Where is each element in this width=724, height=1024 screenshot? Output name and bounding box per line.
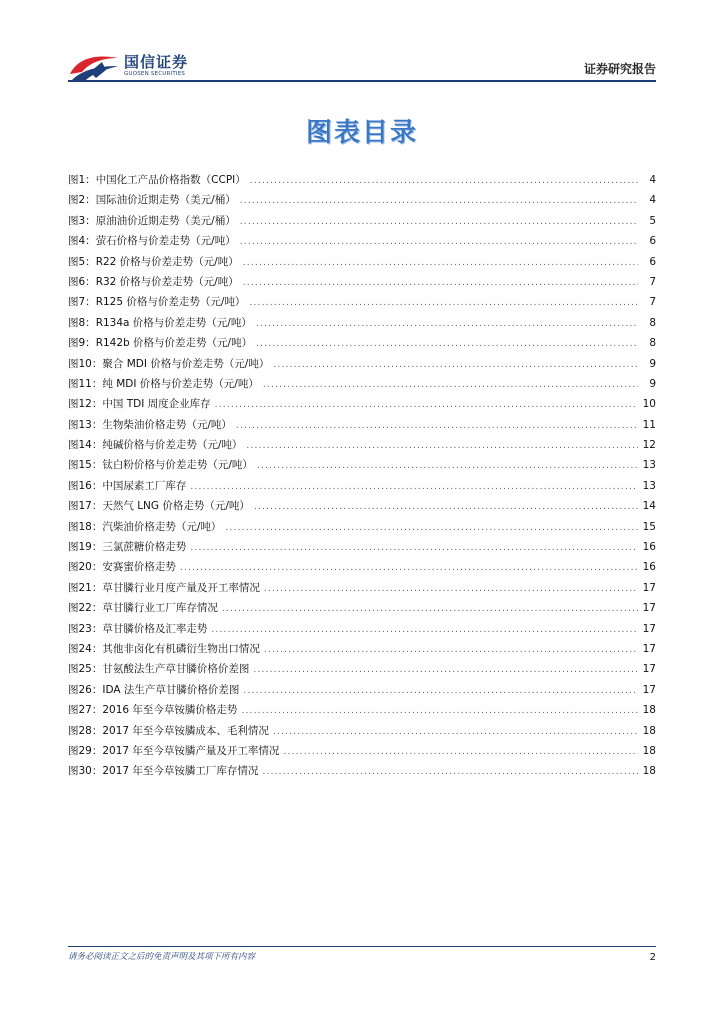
toc-entry-label xyxy=(68,231,236,251)
toc-page-number: 6 xyxy=(649,255,656,268)
toc-dot-leader xyxy=(262,762,638,782)
toc-figure-title: 纯 MDI 价格与价差走势（元/吨） xyxy=(102,377,259,390)
toc-entry-label xyxy=(68,741,279,761)
toc-entry[interactable] xyxy=(68,680,656,700)
report-type-label: 证券研究报告 xyxy=(583,62,656,76)
toc-dot-leader xyxy=(240,212,638,232)
toc-entry[interactable] xyxy=(68,211,656,231)
toc-figure-number: 图9： xyxy=(68,337,96,350)
toc-dot-leader xyxy=(264,640,638,660)
toc-entry-label xyxy=(68,354,269,374)
toc-page-number: 17 xyxy=(642,642,656,655)
toc-page-number: 17 xyxy=(642,663,656,676)
toc-figure-number: 图5： xyxy=(68,255,96,268)
toc-figure-number: 图20： xyxy=(68,561,103,574)
toc-entry-label xyxy=(68,496,250,516)
page-footer xyxy=(68,946,656,963)
toc-entry[interactable] xyxy=(68,517,656,537)
toc-entry-label xyxy=(68,578,260,598)
toc-figure-title: R22 价格与价差走势（元/吨） xyxy=(95,255,239,268)
toc-figure-number: 图6： xyxy=(68,275,96,288)
toc-page-number: 13 xyxy=(642,479,656,492)
toc-entry-label xyxy=(68,517,221,537)
toc-entry[interactable] xyxy=(68,476,656,496)
toc-page-number: 17 xyxy=(642,622,656,635)
toc-figure-title: 钛白粉价格与价差走势（元/吨） xyxy=(102,459,253,472)
page-number: 2 xyxy=(649,952,656,963)
header-divider xyxy=(68,80,656,82)
toc-dot-leader xyxy=(236,416,638,436)
toc-figure-title: IDA 法生产草甘膦价格价差图 xyxy=(102,683,240,696)
toc-page-number: 16 xyxy=(642,561,656,574)
toc-entry[interactable] xyxy=(68,557,656,577)
toc-entry-label xyxy=(68,333,252,353)
toc-page-number: 15 xyxy=(642,520,656,533)
toc-figure-number: 图27： xyxy=(68,704,103,717)
toc-page-number: 7 xyxy=(649,296,656,309)
toc-page-number: 9 xyxy=(649,377,656,390)
toc-entry-label xyxy=(68,455,253,475)
toc-dot-leader xyxy=(211,620,638,640)
toc-entry-label xyxy=(68,272,239,292)
toc-entry[interactable] xyxy=(68,455,656,475)
toc-dot-leader xyxy=(246,436,638,456)
toc-entry[interactable] xyxy=(68,190,656,210)
toc-entry[interactable] xyxy=(68,741,656,761)
toc-figure-title: R134a 价格与价差走势（元/吨） xyxy=(95,316,252,329)
toc-page-number: 6 xyxy=(649,235,656,248)
toc-figure-title: 中国 TDI 周度企业库存 xyxy=(102,398,211,411)
toc-figure-title: 聚合 MDI 价格与价差走势（元/吨） xyxy=(102,357,270,370)
toc-figure-number: 图14： xyxy=(68,439,103,452)
toc-entry[interactable] xyxy=(68,639,656,659)
toc-figure-title: 生物柴油价格走势（元/吨） xyxy=(102,418,232,431)
toc-dot-leader xyxy=(256,314,638,334)
toc-figure-number: 图28： xyxy=(68,724,103,737)
toc-figure-title: 草甘膦价格及汇率走势 xyxy=(102,622,208,635)
toc-figure-title: 汽柴油价格走势（元/吨） xyxy=(102,520,222,533)
toc-entry[interactable] xyxy=(68,761,656,781)
toc-page-number: 12 xyxy=(642,439,656,452)
toc-figure-number: 图26： xyxy=(68,683,103,696)
toc-entry-label xyxy=(68,557,176,577)
toc-figure-title: 纯碱价格与价差走势（元/吨） xyxy=(102,439,243,452)
toc-dot-leader xyxy=(240,191,638,211)
toc-entry-label xyxy=(68,598,218,618)
toc-dot-leader xyxy=(264,579,638,599)
toc-page-number: 9 xyxy=(649,357,656,370)
toc-entry-label xyxy=(68,721,269,741)
toc-figure-title: R32 价格与价差走势（元/吨） xyxy=(95,275,239,288)
toc-figure-number: 图1： xyxy=(68,174,96,186)
toc-entry-label xyxy=(68,680,239,700)
toc-figure-number: 图11： xyxy=(68,377,103,390)
disclaimer-text: 请务必阅读正文之后的免责声明及其项下所有内容 xyxy=(68,952,256,962)
logo-chinese-name: 国信证券 xyxy=(124,53,189,71)
page-title: 图表目录 xyxy=(305,118,418,148)
toc-figure-title: 中国化工产品价格指数（CCPI） xyxy=(95,174,246,186)
toc-figure-number: 图21： xyxy=(68,581,103,594)
toc-page-number: 4 xyxy=(649,174,656,186)
toc-dot-leader xyxy=(222,599,638,619)
toc-figure-title: 2017 年至今草铵膦工厂库存情况 xyxy=(102,765,259,778)
toc-dot-leader xyxy=(263,375,638,395)
toc-page-number: 8 xyxy=(649,337,656,350)
toc-entry[interactable] xyxy=(68,394,656,414)
toc-entry-label xyxy=(68,292,245,312)
toc-entry[interactable] xyxy=(68,415,656,435)
toc-page-number: 18 xyxy=(642,724,656,737)
toc-figure-title: 萤石价格与价差走势（元/吨） xyxy=(95,235,236,248)
toc-figure-number: 图17： xyxy=(68,500,103,513)
toc-figure-number: 图25： xyxy=(68,663,103,676)
toc-figure-number: 图2： xyxy=(68,194,96,207)
toc-dot-leader xyxy=(180,558,638,578)
toc-entry[interactable] xyxy=(68,313,656,333)
toc-entry-label xyxy=(68,374,259,394)
toc-page-number: 17 xyxy=(642,602,656,615)
toc-entry-label xyxy=(68,211,236,231)
toc-figure-title: 草甘膦行业工厂库存情况 xyxy=(102,602,218,615)
toc-page-number: 10 xyxy=(642,398,656,411)
toc-figure-title: 2017 年至今草铵膦产量及开工率情况 xyxy=(102,744,280,757)
toc-entry-label xyxy=(68,170,246,190)
toc-figure-title: 甘氨酸法生产草甘膦价格价差图 xyxy=(102,663,250,676)
toc-figure-title: 中国尿素工厂库存 xyxy=(102,479,187,492)
toc-dot-leader xyxy=(283,742,638,762)
toc-page-number: 5 xyxy=(649,214,656,227)
toc-entry-label xyxy=(68,659,249,679)
figure-list xyxy=(68,170,656,782)
toc-figure-title: 2017 年至今草铵膦成本、毛利情况 xyxy=(102,724,269,737)
toc-figure-number: 图8： xyxy=(68,316,96,329)
toc-entry[interactable] xyxy=(68,354,656,374)
toc-entry-label xyxy=(68,252,239,272)
toc-figure-number: 图22： xyxy=(68,602,103,615)
toc-entry[interactable] xyxy=(68,231,656,251)
toc-page-number: 18 xyxy=(642,765,656,778)
toc-entry[interactable] xyxy=(68,374,656,394)
toc-entry[interactable] xyxy=(68,292,656,312)
toc-page-number: 8 xyxy=(649,316,656,329)
toc-entry-label xyxy=(68,313,252,333)
toc-page-number: 18 xyxy=(642,744,656,757)
toc-dot-leader xyxy=(273,355,638,375)
toc-figure-number: 图4： xyxy=(68,235,96,248)
toc-page-number: 4 xyxy=(649,194,656,207)
toc-figure-number: 图15： xyxy=(68,459,103,472)
toc-page-number: 14 xyxy=(642,500,656,513)
toc-dot-leader xyxy=(243,681,638,701)
toc-dot-leader xyxy=(190,477,638,497)
toc-entry-label xyxy=(68,537,186,557)
page-header xyxy=(68,48,656,84)
toc-figure-title: R142b 价格与价差走势（元/吨） xyxy=(95,337,253,350)
toc-dot-leader xyxy=(257,456,638,476)
toc-entry-label xyxy=(68,639,260,659)
toc-entry-label xyxy=(68,761,258,781)
toc-dot-leader xyxy=(240,232,638,252)
toc-figure-title: 其他非卤化有机磷衍生物出口情况 xyxy=(102,642,260,655)
toc-dot-leader xyxy=(215,395,638,415)
toc-figure-title: 原油油价近期走势（美元/桶） xyxy=(95,214,236,227)
toc-figure-title: 2016 年至今草铵膦价格走势 xyxy=(102,704,238,717)
toc-figure-number: 图23： xyxy=(68,622,103,635)
toc-dot-leader xyxy=(243,273,638,293)
toc-page-number: 11 xyxy=(642,418,656,431)
toc-entry[interactable] xyxy=(68,721,656,741)
toc-entry[interactable] xyxy=(68,578,656,598)
toc-entry[interactable] xyxy=(68,496,656,516)
toc-figure-title: 天然气 LNG 价格走势（元/吨） xyxy=(102,500,250,513)
toc-entry[interactable] xyxy=(68,170,656,190)
toc-figure-title: 安赛蜜价格走势 xyxy=(102,561,176,574)
toc-entry-label xyxy=(68,619,207,639)
toc-entry-label xyxy=(68,700,237,720)
toc-figure-title: R125 价格与价差走势（元/吨） xyxy=(95,296,246,309)
toc-entry[interactable] xyxy=(68,700,656,720)
guosen-logo-icon xyxy=(68,52,120,82)
toc-entry[interactable] xyxy=(68,537,656,557)
toc-page-number: 7 xyxy=(649,275,656,288)
toc-entry[interactable] xyxy=(68,252,656,272)
toc-figure-title: 三氯蔗糖价格走势 xyxy=(102,541,187,554)
toc-dot-leader xyxy=(190,538,638,558)
toc-figure-number: 图30： xyxy=(68,765,103,778)
toc-page-number: 16 xyxy=(642,541,656,554)
logo-english-name: GUOSEN SECURITIES xyxy=(124,71,186,77)
toc-figure-number: 图16： xyxy=(68,479,103,492)
toc-entry[interactable] xyxy=(68,598,656,618)
toc-figure-number: 图12： xyxy=(68,398,103,411)
toc-entry[interactable] xyxy=(68,659,656,679)
toc-page-number: 17 xyxy=(642,683,656,696)
toc-dot-leader xyxy=(250,171,638,191)
toc-page-number: 13 xyxy=(642,459,656,472)
company-logo xyxy=(68,52,188,82)
toc-entry[interactable] xyxy=(68,333,656,353)
toc-figure-title: 草甘膦行业月度产量及开工率情况 xyxy=(102,581,260,594)
toc-figure-title: 国际油价近期走势（美元/桶） xyxy=(95,194,236,207)
toc-page-number: 17 xyxy=(642,581,656,594)
toc-figure-number: 图3： xyxy=(68,214,96,227)
toc-figure-number: 图10： xyxy=(68,357,103,370)
toc-dot-leader xyxy=(243,253,638,273)
toc-dot-leader xyxy=(225,518,638,538)
toc-dot-leader xyxy=(256,334,638,354)
toc-dot-leader xyxy=(273,722,638,742)
toc-entry[interactable] xyxy=(68,272,656,292)
toc-dot-leader xyxy=(253,660,638,680)
toc-page-number: 18 xyxy=(642,704,656,717)
toc-dot-leader xyxy=(241,701,638,721)
toc-figure-number: 图18： xyxy=(68,520,103,533)
toc-dot-leader xyxy=(254,497,638,517)
toc-entry-label xyxy=(68,476,186,496)
toc-dot-leader xyxy=(249,293,638,313)
footer-divider xyxy=(68,946,656,947)
toc-figure-number: 图19： xyxy=(68,541,103,554)
toc-figure-number: 图29： xyxy=(68,744,103,757)
toc-entry-label xyxy=(68,415,232,435)
toc-figure-number: 图13： xyxy=(68,418,103,431)
toc-entry-label xyxy=(68,394,211,414)
toc-entry[interactable] xyxy=(68,435,656,455)
toc-figure-number: 图24： xyxy=(68,642,103,655)
toc-entry-label xyxy=(68,435,242,455)
toc-entry[interactable] xyxy=(68,619,656,639)
toc-entry-label xyxy=(68,190,236,210)
toc-figure-number: 图7： xyxy=(68,296,96,309)
